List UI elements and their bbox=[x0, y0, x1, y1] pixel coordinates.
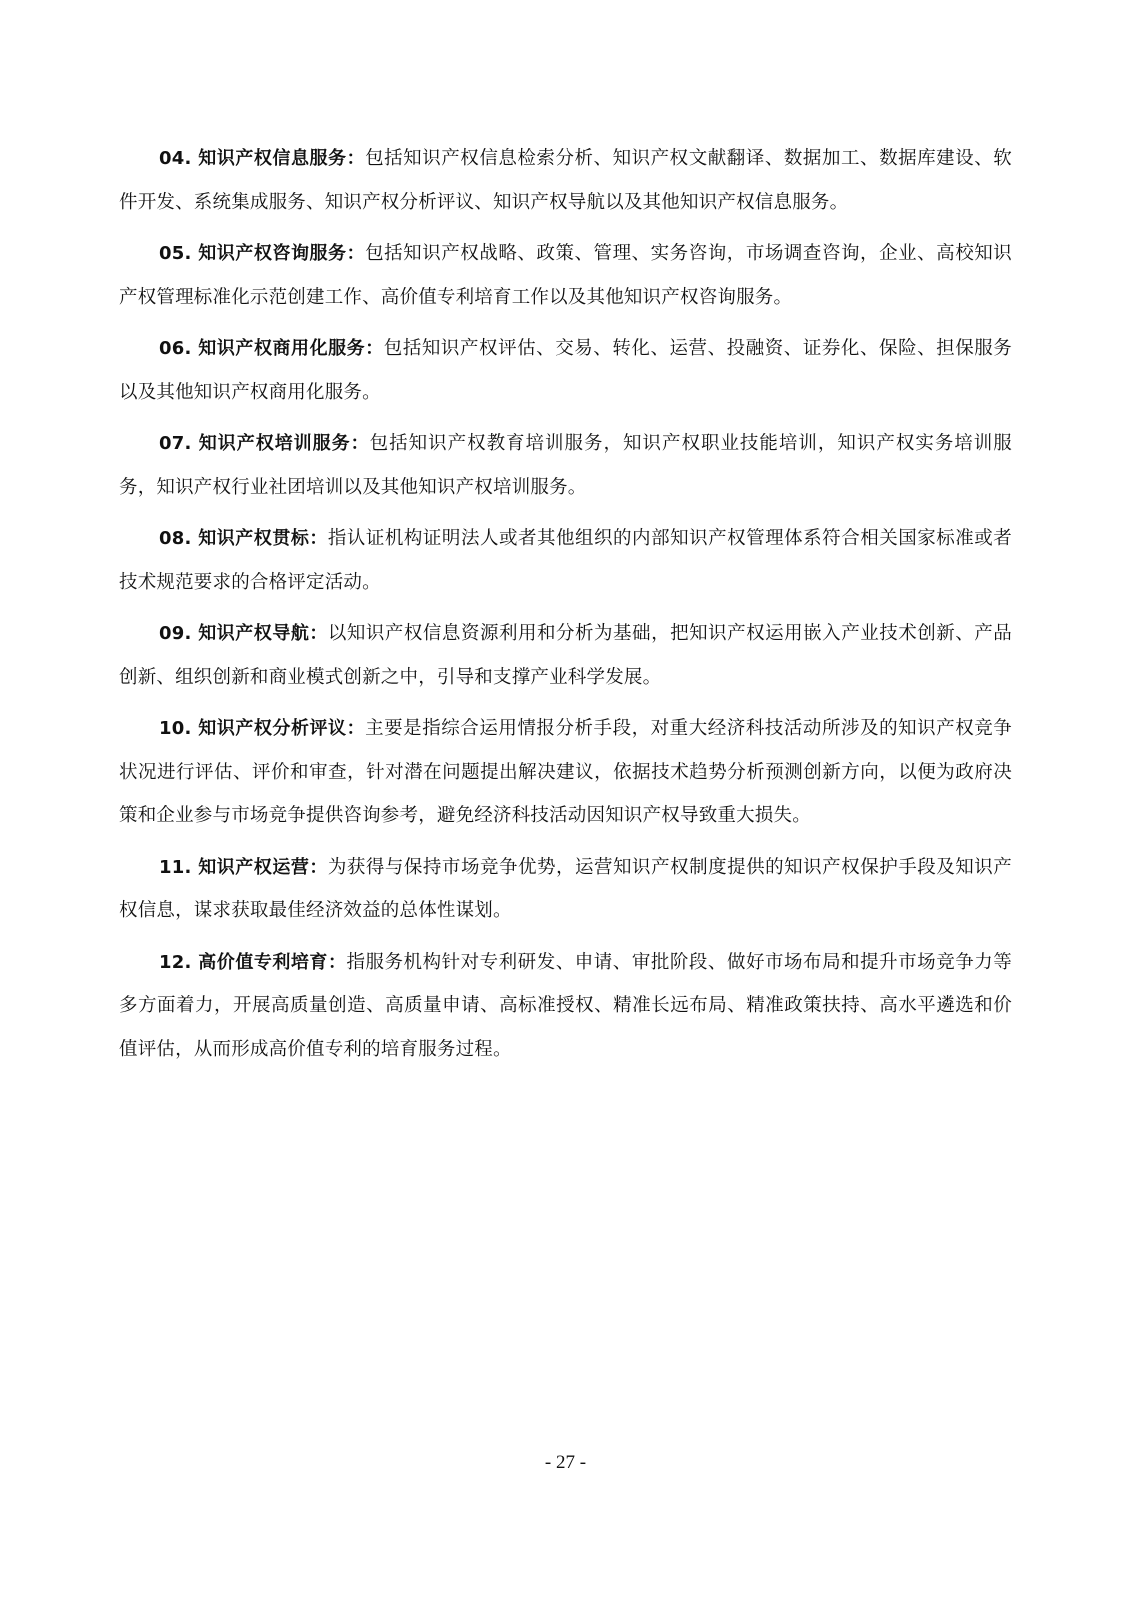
page-number: - 27 - bbox=[544, 1452, 587, 1473]
definition-text: 为获得与保持市场竞争优势，运营知识产权制度提供的知识产权保护手段及知识产权信息，谋求获取最佳经济效益的总体性谋划。 bbox=[119, 856, 1012, 921]
definition-text: 指认证机构证明法人或者其他组织的内部知识产权管理体系符合相关国家标准或者技术规范要求的合格评定活动。 bbox=[119, 528, 1012, 593]
definition-text: 包括知识产权信息检索分析、知识产权文献翻译、数据加工、数据库建设、软件开发、系统集成服务、知识产权分析评议、知识产权导航以及其他知识产权信息服务。 bbox=[119, 148, 1012, 213]
document-body bbox=[119, 137, 1012, 1079]
definition-term: 11. 知识产权运营： bbox=[159, 856, 328, 878]
definition-term: 09. 知识产权导航： bbox=[159, 623, 328, 644]
definition-term: 05. 知识产权咨询服务： bbox=[159, 243, 366, 264]
definition-text: 包括知识产权战略、政策、管理、实务咨询，市场调查咨询，企业、高校知识产权管理标准化示范创建工作、高价值专利培育工作以及其他知识产权咨询服务。 bbox=[119, 243, 1012, 308]
definition-paragraph-06 bbox=[119, 327, 1012, 414]
definition-paragraph-11 bbox=[119, 846, 1012, 933]
definition-text: 以知识产权信息资源利用和分析为基础，把知识产权运用嵌入产业技术创新、产品创新、组织创新和商业模式创新之中，引导和支撑产业科学发展。 bbox=[119, 623, 1012, 688]
definition-paragraph-04 bbox=[119, 137, 1012, 224]
definition-paragraph-05 bbox=[119, 232, 1012, 319]
definition-text: 主要是指综合运用情报分析手段，对重大经济科技活动所涉及的知识产权竞争状况进行评估、评价和审查，针对潜在问题提出解决建议，依据技术趋势分析预测创新方向，以便为政府决策和企业参与市场竞争提供咨询参考，避免经济科技活动因知识产权导致重大损失。 bbox=[119, 718, 1012, 826]
definition-text: 包括知识产权教育培训服务，知识产权职业技能培训，知识产权实务培训服务，知识产权行业社团培训以及其他知识产权培训服务。 bbox=[119, 433, 1012, 498]
definition-text: 指服务机构针对专利研发、申请、审批阶段、做好市场布局和提升市场竞争力等多方面着力，开展高质量创造、高质量申请、高标准授权、精准长远布局、精准政策扶持、高水平遴选和价值评估，从而形成高价值专利的培育服务过程。 bbox=[119, 951, 1012, 1060]
definition-term: 04. 知识产权信息服务： bbox=[159, 148, 366, 169]
definition-term: 06. 知识产权商用化服务： bbox=[159, 338, 384, 359]
definition-paragraph-07 bbox=[119, 422, 1012, 509]
definition-term: 10. 知识产权分析评议： bbox=[159, 718, 366, 739]
definition-term: 08. 知识产权贯标： bbox=[159, 528, 328, 549]
definition-term: 07. 知识产权培训服务： bbox=[159, 433, 370, 454]
definition-term: 12. 高价值专利培育： bbox=[159, 951, 347, 973]
definition-paragraph-09 bbox=[119, 612, 1012, 699]
definition-text: 包括知识产权评估、交易、转化、运营、投融资、证券化、保险、担保服务以及其他知识产权商用化服务。 bbox=[119, 338, 1013, 403]
definition-paragraph-08 bbox=[119, 517, 1012, 604]
definition-paragraph-12 bbox=[119, 941, 1012, 1072]
definition-paragraph-10 bbox=[119, 707, 1012, 838]
